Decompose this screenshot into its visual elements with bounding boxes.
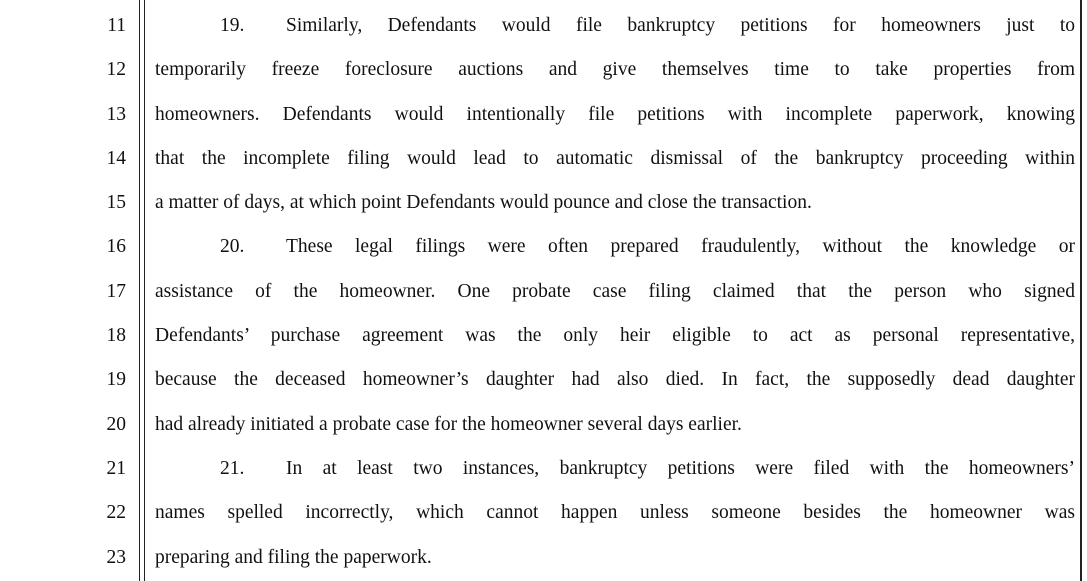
line-number: 23 xyxy=(106,546,126,568)
line-number: 14 xyxy=(106,147,126,169)
line-text: had already initiated a probate case for the homeowner several days earlier. xyxy=(155,413,742,435)
document-line xyxy=(0,4,1087,48)
document-line xyxy=(0,93,1087,137)
document-line xyxy=(0,358,1087,402)
line-number: 11 xyxy=(107,15,126,36)
line-text: homeowners. Defendants would intentionally file petitions with incomplete paperwork, knowing xyxy=(155,103,1075,125)
line-text xyxy=(220,447,1075,491)
paragraph-number: 19. xyxy=(220,15,245,36)
line-text: names spelled incorrectly, which cannot happen unless someone besides the homeowner was xyxy=(155,502,1075,524)
document-line xyxy=(0,403,1087,447)
document-line xyxy=(0,536,1087,580)
line-number: 18 xyxy=(106,325,126,347)
document-line xyxy=(0,48,1087,92)
document-line xyxy=(0,181,1087,225)
document-line xyxy=(0,137,1087,181)
document-body xyxy=(0,4,1087,580)
document-line xyxy=(0,270,1087,314)
line-text xyxy=(220,4,1075,48)
line-text: Defendants’ purchase agreement was the only heir eligible to act as personal representative, xyxy=(155,325,1075,347)
paragraph-number: 21. xyxy=(220,457,245,479)
document-line xyxy=(0,491,1087,535)
paragraph-number: 20. xyxy=(220,236,245,258)
line-number: 17 xyxy=(106,280,126,302)
line-number: 15 xyxy=(106,192,126,214)
line-number: 21 xyxy=(106,457,126,479)
line-number: 12 xyxy=(106,59,126,81)
line-text: temporarily freeze foreclosure auctions and give themselves time to take properties from xyxy=(155,59,1075,81)
line-text xyxy=(220,225,1075,269)
line-text: because the deceased homeowner’s daughter had also died. In fact, the supposedly dead daughter xyxy=(155,369,1075,391)
document-line xyxy=(0,225,1087,269)
line-text: assistance of the homeowner. One probate case filing claimed that the person who signed xyxy=(155,280,1075,302)
document-line xyxy=(0,314,1087,358)
line-number: 22 xyxy=(106,502,126,524)
document-line xyxy=(0,447,1087,491)
line-number: 16 xyxy=(106,236,126,258)
line-number: 20 xyxy=(106,413,126,435)
line-text: that the incomplete filing would lead to automatic dismissal of the bankruptcy proceeding within xyxy=(155,147,1075,169)
line-text-content: These legal filings were often prepared fraudulently, without the knowledge or xyxy=(286,236,1075,258)
line-text-content: Similarly, Defendants would file bankruptcy petitions for homeowners just to xyxy=(286,15,1075,36)
line-text: a matter of days, at which point Defendants would pounce and close the transaction. xyxy=(155,192,812,214)
line-text-content: In at least two instances, bankruptcy petitions were filed with the homeowners’ xyxy=(286,457,1075,479)
line-number: 13 xyxy=(106,103,126,125)
line-number: 19 xyxy=(106,369,126,391)
line-text: preparing and filing the paperwork. xyxy=(155,546,432,568)
